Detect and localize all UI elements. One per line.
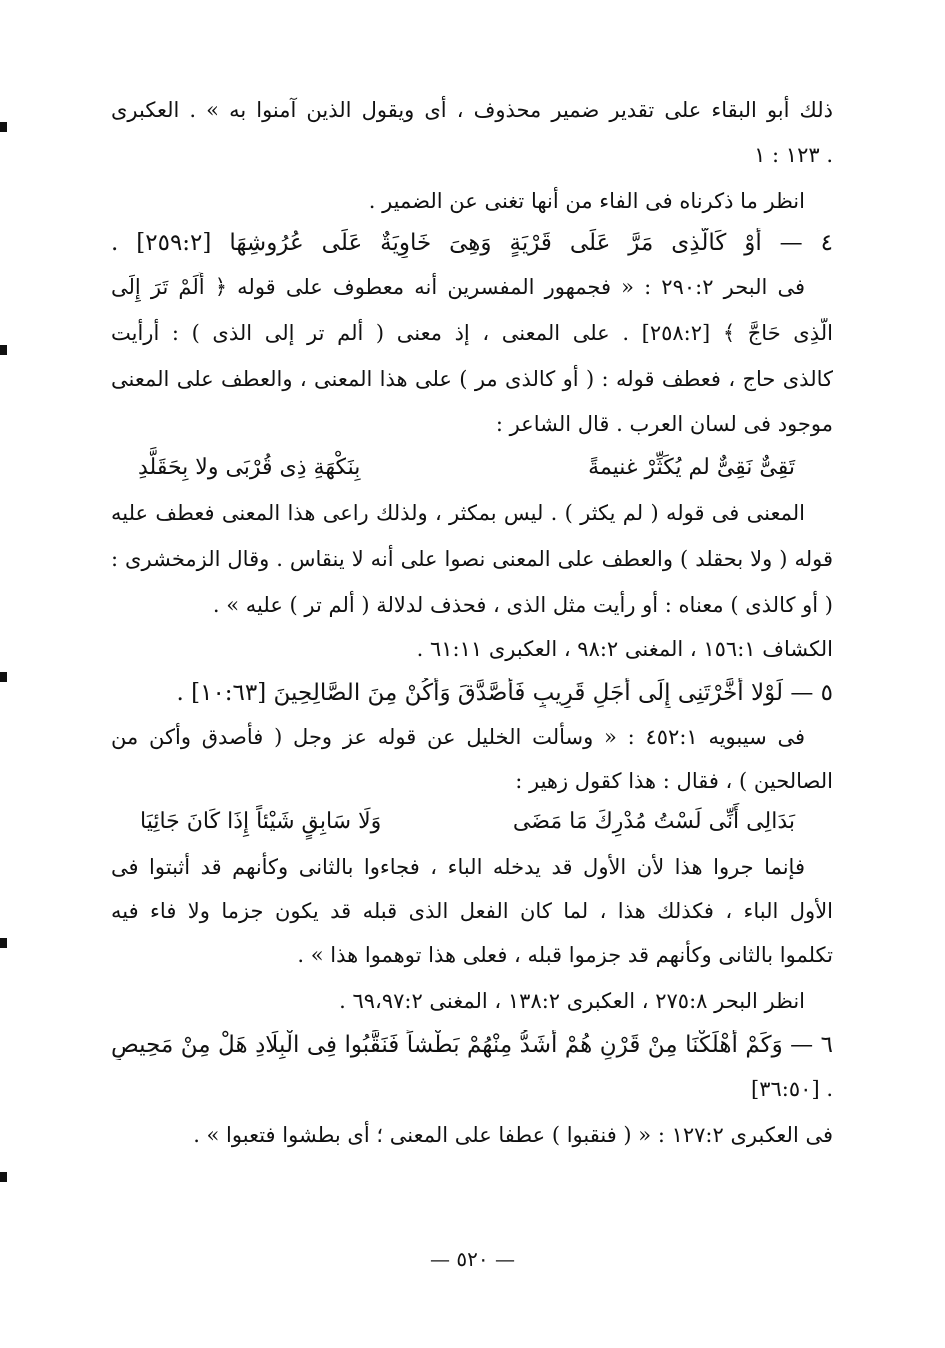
text-line: موجود فى لسان العرب . قال الشاعر :: [495, 412, 833, 436]
text-line: الأول الباء ، فكذلك هذا ، لما كان الفعل الذى قبله قد يكون جزما ولا فاء فيه: [111, 899, 833, 923]
quran-verse-6: ٦ — وَكَمْ أَهْلَكْنَا مِنْ قَرْنٍ هُمْ أَشَدُّ مِنْهُمْ بَطْشاً فَنَقَّبُوا فِى الْبِلَادِ هَلْ مِنْ مَحِيصٍ: [111, 1032, 833, 1058]
text-line: الَّذِى حَاجَّ ﴾ [٢٥٨:٢] . على المعنى ، إذ معنى ( ألم تر إلى الذى ) : أرأيت: [111, 321, 833, 345]
text-line: المعنى فى قوله ( لم يكثر ) . ليس بمكثر ، ولذلك راعى هذا المعنى فعطف عليه: [111, 501, 805, 525]
quran-verse-5: ٥ — لَوْلا أَخَّرْتَنِى إِلَى أَجَلٍ قَرِيبٍ فَأَصَّدَّقَ وَأَكُنْ مِنَ الصَّالِحِينَ [١٠:٦٣] .: [176, 680, 833, 706]
scan-margin-mark: [0, 938, 7, 948]
text-line: ذلك أبو البقاء على تقدير ضمير محذوف ، أى ويقول الذين آمنوا به » . العكبرى: [111, 98, 833, 122]
page-number: — ٥٢٠ —: [430, 1247, 515, 1271]
poem-verse-1-second-half: بِنَكْهَةِ ذِى قُرْبَى ولا بِحَقَلَّدِ: [138, 455, 361, 480]
text-line: كالذى حاج ، فعطف قوله : ( أو كالذى مر ) على هذا المعنى ، والعطف على المعنى: [111, 367, 833, 391]
poem-verse-1-first-half: تَقِىٌّ نَقِىٌّ لم يُكَثِّرْ غنيمةً: [588, 455, 795, 480]
poem-verse-2-second-half: وَلَا سَابِقٍ شَيْئاً إِذَا كَانَ جَائِيَا: [140, 809, 382, 834]
scan-margin-mark: [0, 122, 7, 132]
text-line: الصالحين ) ، فقال : هذا كقول زهير :: [515, 769, 833, 793]
text-line: فى سيبويه ٤٥٢:١ : « وسألت الخليل عن قوله عز وجل ( فأصدق وأكن من: [111, 725, 805, 749]
text-line: قوله ( ولا بحقلد ) والعطف على المعنى نصوا على أنه لا ينقاس . وقال الزمخشرى :: [111, 547, 833, 571]
text-line: فى العكبرى ١٢٧:٢ : « ( فنقبوا ) عطفا على المعنى ؛ أى بطشوا فتعبوا » .: [193, 1123, 833, 1147]
text-line: الكشاف ١٥٦:١ ، المغنى ٩٨:٢ ، العكبرى ٦١:١١ .: [416, 637, 833, 661]
poem-verse-2-first-half: بَدَالِى أَنِّى لَسْتُ مُدْرِكَ مَا مَضَى: [512, 809, 795, 834]
scan-margin-mark: [0, 1172, 7, 1182]
text-line: انظر البحر ٢٧٥:٨ ، العكبرى ١٣٨:٢ ، المغنى ٦٩،٩٧:٢ .: [339, 989, 805, 1013]
text-line: فإنما جروا هذا لأن الأول قد يدخله الباء ، فجاءوا بالثانى وكأنهم قد أثبتوا فى: [111, 855, 805, 879]
text-line: فى البحر ٢٩٠:٢ : « فجمهور المفسرين أنه معطوف على قوله ﴿ أَلَمْ تَرَ إِلَى: [111, 275, 805, 299]
text-line: . [٣٦:٥٠]: [751, 1077, 833, 1101]
text-line: انظر ما ذكرناه فى الفاء من أنها تغنى عن الضمير .: [368, 189, 805, 213]
scan-margin-mark: [0, 345, 7, 355]
text-line: ( أو كالذى ) معناه : أو رأيت مثل الذى ، فحذف لدلالة ( ألم تر ) عليه » .: [212, 593, 833, 617]
scan-margin-mark: [0, 672, 7, 682]
text-line: تكلموا بالثانى وكأنهم قد جزموا قبله ، فعلى هذا توهموا هذا » .: [297, 943, 833, 967]
quran-verse-4: ٤ — أَوْ كَالَّذِى مَرَّ عَلَى قَرْيَةٍ وَهِىَ خَاوِيَةٌ عَلَى عُرُوشِهَا [٢٥٩:٢] .: [111, 230, 833, 256]
text-line: . ١٢٣ : ١: [754, 143, 833, 167]
